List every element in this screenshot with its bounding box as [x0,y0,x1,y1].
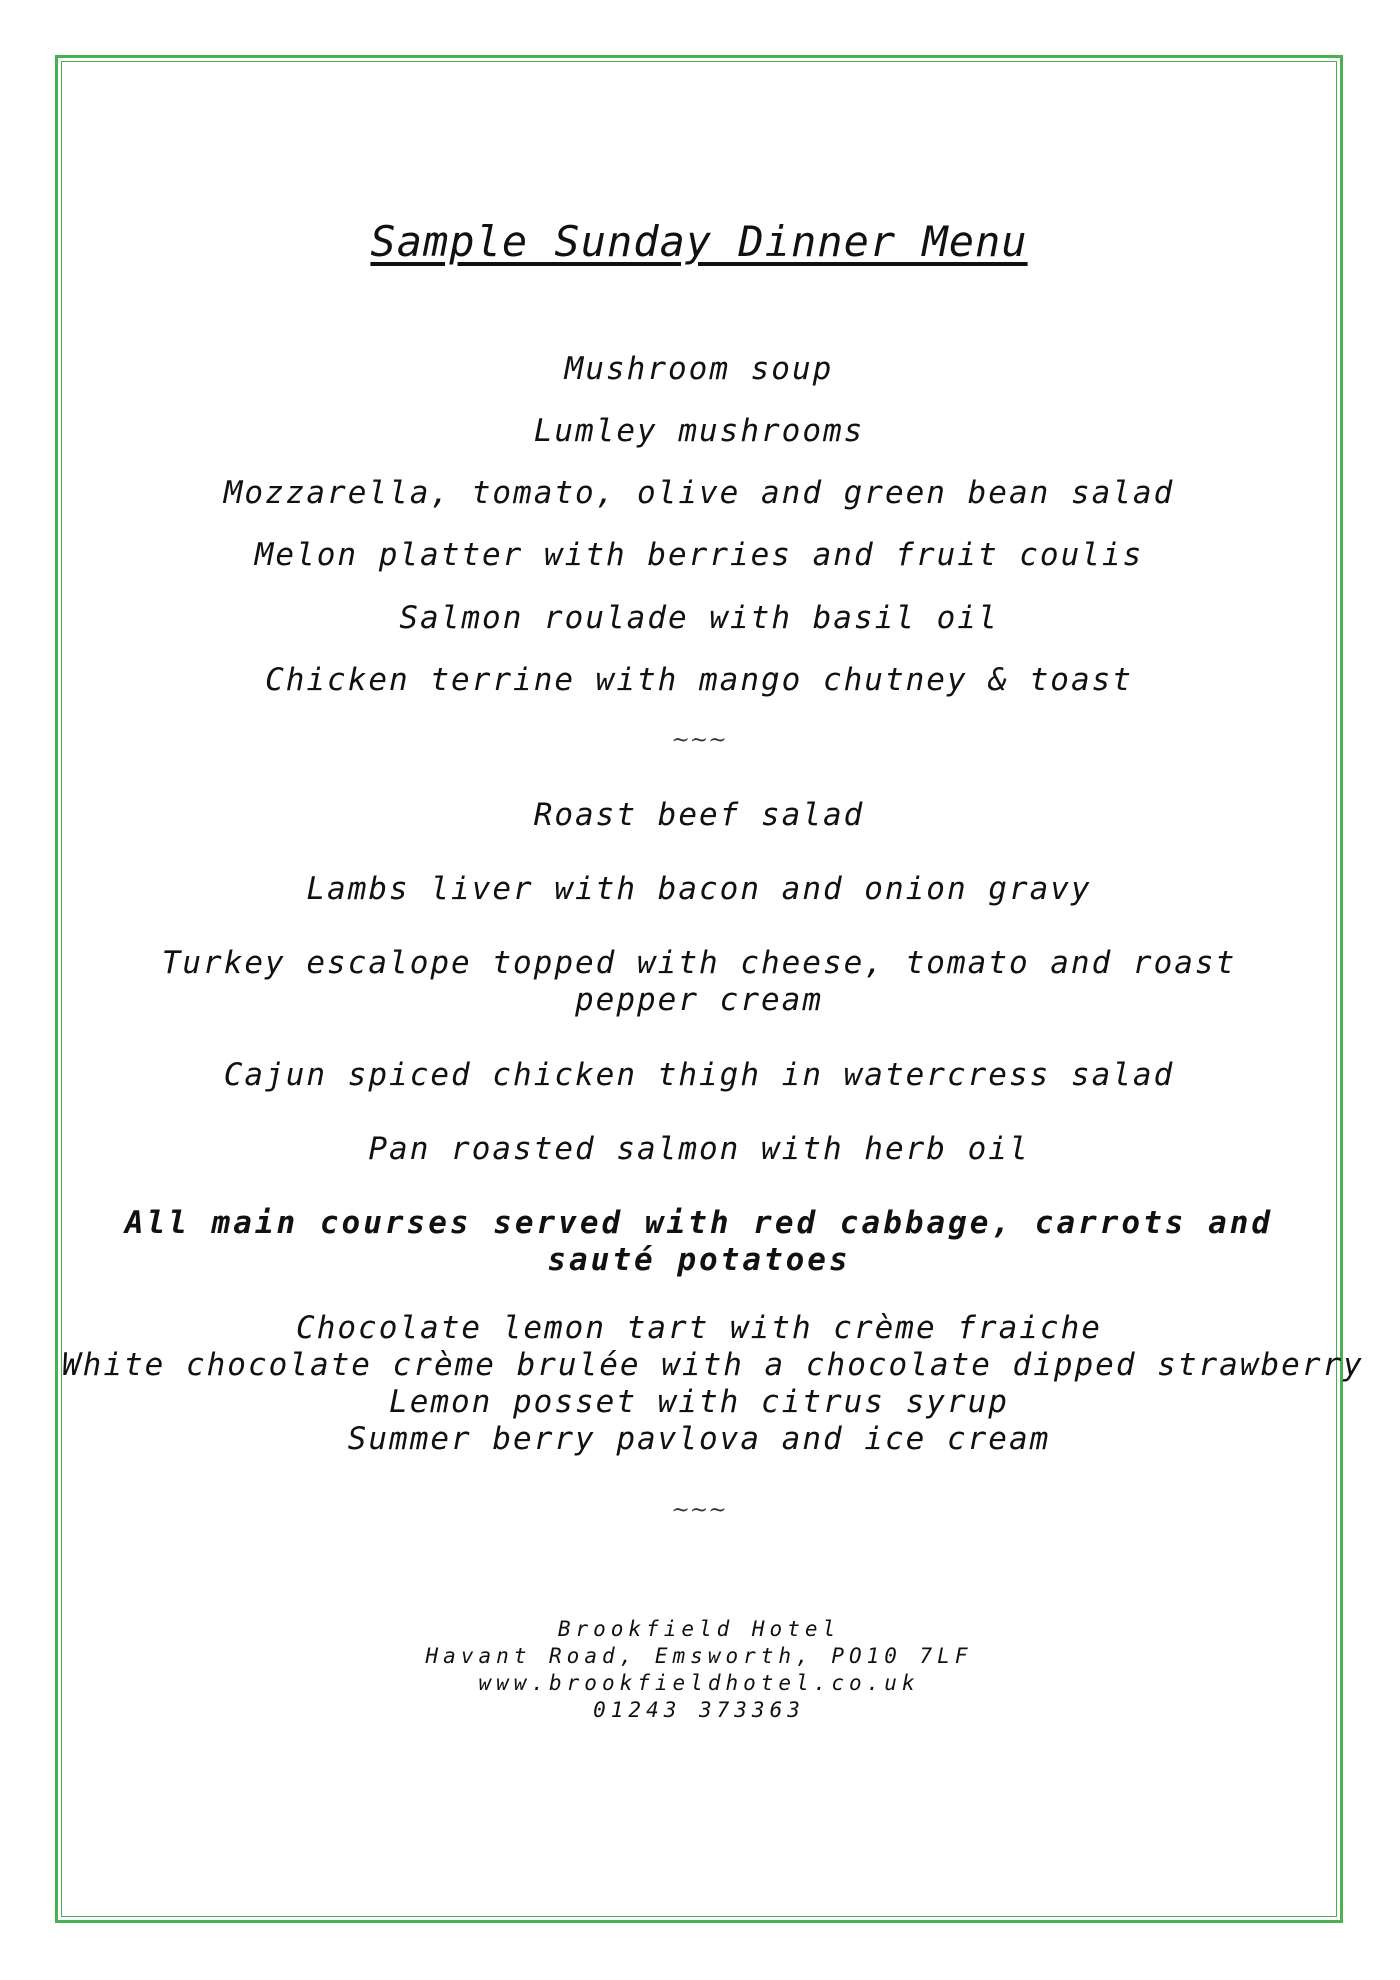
dessert-item: Chocolate lemon tart with crème fraiche [296,1310,1102,1346]
hotel-name: Brookfield Hotel [557,1617,841,1641]
main-item: Turkey escalope topped with cheese, tomato and roast pepper cream [161,945,1237,1018]
hotel-website: www.brookfieldhotel.co.uk [478,1671,920,1695]
starter-item: Lumley mushrooms [533,413,865,449]
course-separator: ~~~ [671,728,727,753]
hotel-address: Havant Road, Emsworth, PO10 7LF [425,1644,973,1668]
starter-item: Mushroom soup [564,351,834,387]
starter-item: Melon platter with berries and fruit coulis [254,537,1144,573]
menu-page [62,62,1364,1916]
starter-item: Chicken terrine with mango chutney & toast [265,662,1133,698]
starter-item: Mozzarella, tomato, olive and green bean salad [223,475,1175,511]
main-item: Cajun spiced chicken thigh in watercress salad [223,1057,1175,1093]
course-separator: ~~~ [671,1498,727,1523]
starter-item: Salmon roulade with basil oil [399,600,999,636]
dessert-item: Summer berry pavlova and ice cream [347,1421,1051,1457]
main-item: Lambs liver with bacon and onion gravy [306,871,1092,907]
main-item: Pan roasted salmon with herb oil [368,1131,1030,1167]
menu-title: Sample Sunday Dinner Menu [370,217,1028,266]
hotel-footer [62,1616,1336,1724]
mains-note: All main courses served with red cabbage, carrots and sauté potatoes [124,1205,1274,1278]
main-item: Roast beef salad [533,797,865,833]
dessert-item: White chocolate crème brulée with a chocolate dipped strawberry [62,1347,1364,1383]
hotel-phone: 01243 373363 [593,1698,805,1722]
dessert-list [62,1310,1364,1458]
dessert-item: Lemon posset with citrus syrup [389,1384,1009,1420]
